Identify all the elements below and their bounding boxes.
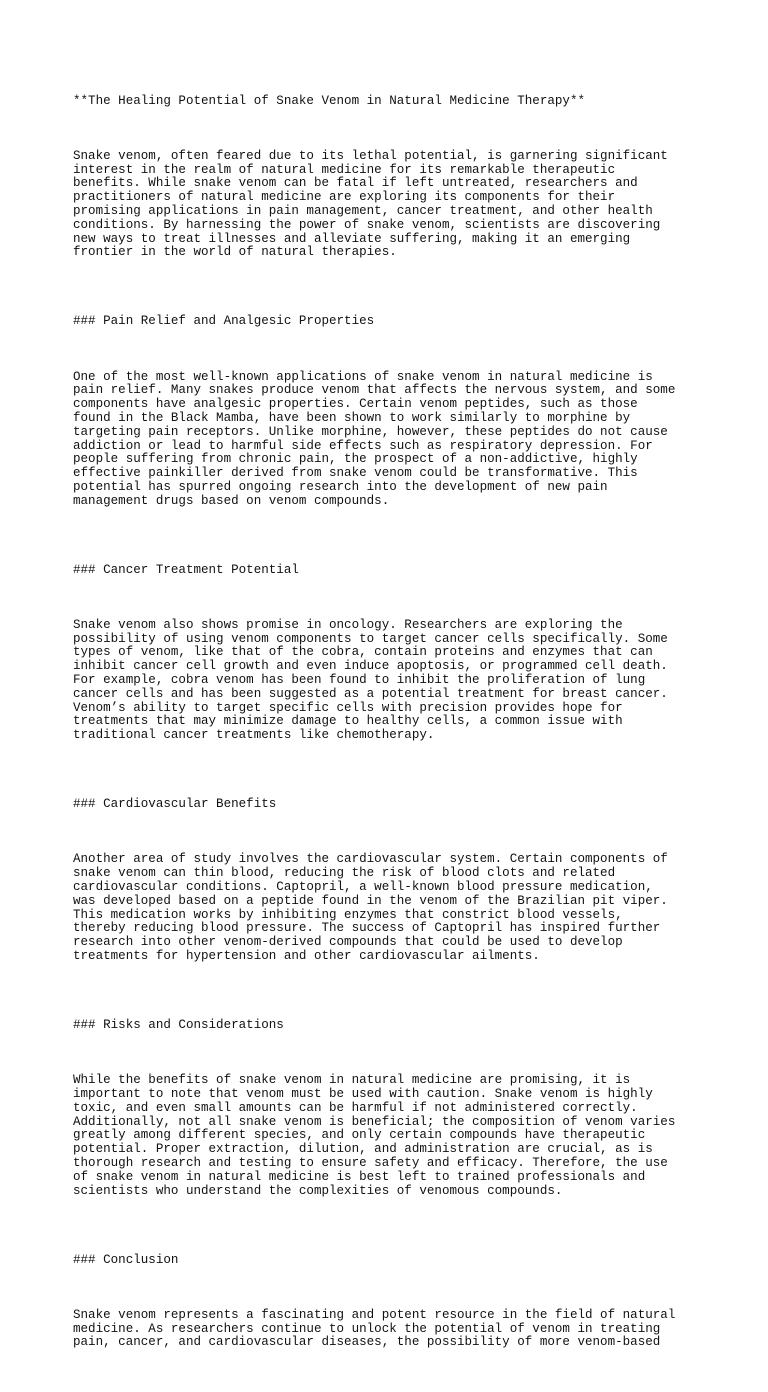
section-body-cancer: Snake venom also shows promise in oncology. Researchers are exploring the possibility of using venom components to target cancer cells specifically. Some types of venom, like that of the cobra, contain proteins and enzymes that can inhibit cancer cell growth and even induce apoptosis, or programmed cell death. For example, cobra venom has been found to inhibit the proliferation of lung cancer cells and has been suggested as a potential treatment for breast cancer. Venom’s ability to target specific cells with precision provides hope for treatments that may minimize damage to healthy cells, a common issue with traditional cancer treatments like chemotherapy. [73, 617, 668, 743]
document-body [73, 67, 713, 1392]
section-body-conclusion: Snake venom represents a fascinating and potent resource in the field of natural medicine. As researchers continue to unlock the potential of venom in treating pain, cancer, and cardiovascular diseases, the possibility of more venom-based [73, 1307, 676, 1350]
section-body-pain-relief: One of the most well-known applications of snake venom in natural medicine is pain relief. Many snakes produce venom that affects the nervous system, and some components have analgesic properties. Certain venom peptides, such as those found in the Black Mamba, have been shown to work similarly to morphine by targeting pain receptors. Unlike morphine, however, these peptides do not cause addiction or lead to harmful side effects such as respiratory depression. For people suffering from chronic pain, the prospect of a non-addictive, highly effective painkiller derived from snake venom could be transformative. This potential has spurred ongoing research into the development of new pain management drugs based on venom compounds. [73, 369, 676, 508]
document-title: **The Healing Potential of Snake Venom in Natural Medicine Therapy** [73, 93, 585, 108]
section-heading-conclusion: ### Conclusion [73, 1252, 179, 1267]
intro-paragraph: Snake venom, often feared due to its lethal potential, is garnering significant interest in the realm of natural medicine for its remarkable therapeutic benefits. While snake venom can be fatal if left untreated, researchers and practitioners of natural medicine are exploring its components for their promising applications in pain management, cancer treatment, and other health conditions. By harnessing the power of snake venom, scientists are discovering new ways to treat illnesses and alleviate suffering, making it an emerging frontier in the world of natural therapies. [73, 148, 668, 260]
section-heading-cancer: ### Cancer Treatment Potential [73, 562, 299, 577]
section-heading-pain-relief: ### Pain Relief and Analgesic Properties [73, 314, 375, 329]
section-heading-risks: ### Risks and Considerations [73, 1017, 284, 1032]
section-body-cardiovascular: Another area of study involves the cardiovascular system. Certain components of snake venom can thin blood, reducing the risk of blood clots and related cardiovascular conditions. Captopril, a well-known blood pressure medication, was developed based on a peptide found in the venom of the Brazilian pit viper. This medication works by inhibiting enzymes that constrict blood vessels, thereby reducing blood pressure. The success of Captopril has inspired further research into other venom-derived compounds that could be used to develop treatments for hypertension and other cardiovascular ailments. [73, 852, 668, 963]
section-heading-cardiovascular: ### Cardiovascular Benefits [73, 797, 277, 812]
section-body-risks: While the benefits of snake venom in natural medicine are promising, it is important to note that venom must be used with caution. Snake venom is highly toxic, and even small amounts can be harmful if not administered correctly. Additionally, not all snake venom is beneficial; the composition of venom varies greatly among different species, and only certain compounds have therapeutic potential. Proper extraction, dilution, and administration are crucial, as is thorough research and testing to ensure safety and efficacy. Therefore, the use of snake venom in natural medicine is best left to trained professionals and scientists who understand the complexities of venomous compounds. [73, 1073, 676, 1198]
